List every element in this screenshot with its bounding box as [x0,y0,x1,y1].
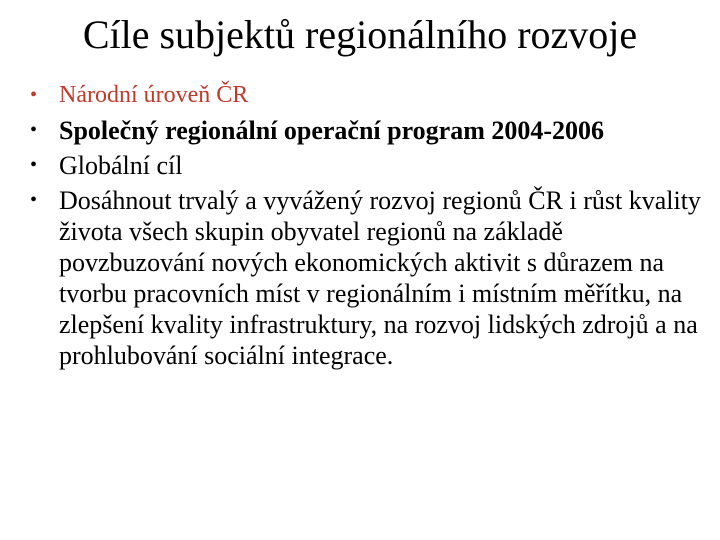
bullet-item-program [30,115,714,146]
bullet-dot-icon: • [30,119,38,141]
bullet-item-national-level [30,80,714,111]
bullet-dot-icon: • [30,84,38,106]
slide-title: Cíle subjektů regionálního rozvoje [82,12,638,57]
bullet-text: Společný regionální operační program 2004-2006 [59,116,605,145]
bullet-text: Globální cíl [59,151,183,180]
bullet-dot-icon: • [30,189,38,211]
bullet-item-goal-description [30,185,714,371]
bullet-dot-icon: • [30,154,38,176]
bullet-item-global-goal [30,150,714,181]
bullet-text: Národní úroveň ČR [59,82,249,108]
bullet-list [30,80,714,375]
bullet-text: Dosáhnout trvalý a vyvážený rozvoj regionů ČR i růst kvality života všech skupin obyvatel regionů na základě povzbuzování nových ekonomických aktivit s důrazem na tvorbu pracovních míst v regionálním i místním měřítku, na zlepšení kvality infrastruktury, na rozvoj lidských zdrojů a na prohlubování sociální integrace. [59,186,701,370]
